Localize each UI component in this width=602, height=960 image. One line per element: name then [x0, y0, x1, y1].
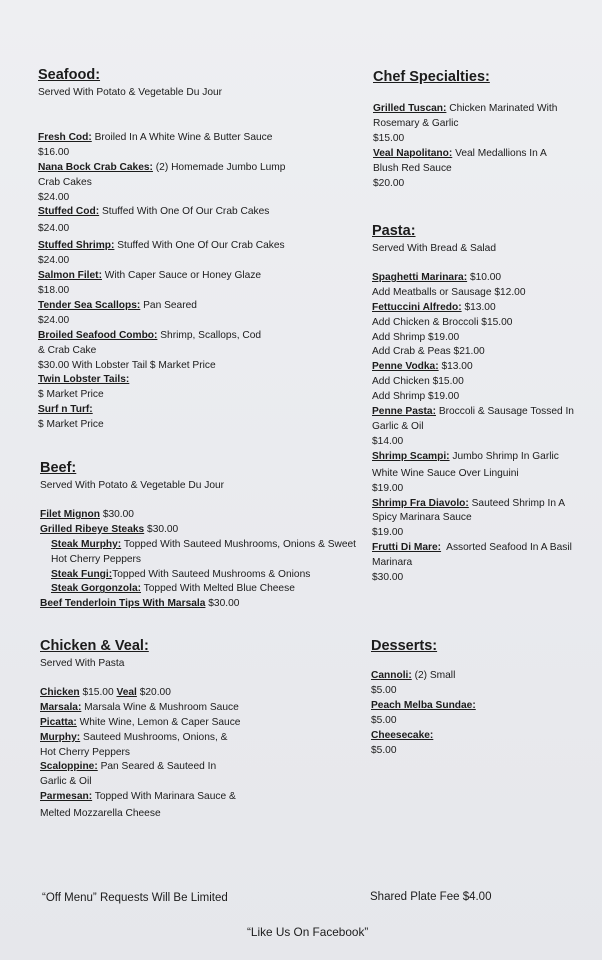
description: Add Shrimp $19.00: [372, 331, 460, 343]
price: $19.00: [372, 482, 404, 494]
pasta-section: [372, 222, 574, 586]
description: Add Shrimp $19.00: [372, 391, 460, 403]
section-subtitle: Served With Pasta: [40, 658, 125, 669]
menu-item: Stuffed Cod: Stuffed With One Of Our Crab Cakes: [38, 206, 270, 218]
price: $19.00: [372, 527, 404, 539]
menu-item: Steak Murphy: Topped With Sauteed Mushrooms, Onions & Sweet: [51, 538, 357, 550]
description: Melted Mozzarella Cheese: [40, 808, 161, 820]
description: Crab Cakes: [38, 176, 92, 188]
description: White Wine Sauce Over Linguini: [372, 467, 519, 479]
menu-item: Penne Pasta: Broccoli & Sausage Tossed In: [372, 406, 574, 418]
section-subtitle: Served With Bread & Salad: [372, 243, 497, 254]
menu-item: Peach Melba Sundae:: [371, 699, 476, 711]
description: Marinara: [372, 557, 413, 569]
section-title: Desserts:: [371, 638, 438, 654]
section-subtitle: Served With Potato & Vegetable Du Jour: [38, 87, 223, 98]
price: $30.00 With Lobster Tail $ Market Price: [38, 359, 216, 371]
menu-item: Veal Napolitano: Veal Medallions In A: [373, 147, 547, 159]
menu-item: Picatta: White Wine, Lemon & Caper Sauce: [40, 716, 241, 728]
price: $30.00: [372, 572, 404, 584]
menu-item: Broiled Seafood Combo: Shrimp, Scallops, Cod: [38, 329, 262, 341]
menu-item: Cheesecake:: [371, 729, 434, 741]
description: Rosemary & Garlic: [373, 117, 459, 129]
price: $15.00: [373, 132, 405, 144]
menu-item: Steak Fungi:Topped With Sauteed Mushrooms & Onions: [51, 568, 311, 580]
menu-item: Spaghetti Marinara: $10.00: [372, 271, 502, 283]
description: Hot Cherry Peppers: [40, 746, 131, 758]
section-title: Beef:: [40, 460, 77, 476]
description: Add Meatballs or Sausage $12.00: [372, 286, 526, 298]
description: Garlic & Oil: [372, 420, 424, 432]
menu-item: Salmon Filet: With Caper Sauce or Honey Glaze: [38, 270, 262, 282]
menu-item: Nana Bock Crab Cakes: (2) Homemade Jumbo Lump: [38, 161, 286, 173]
beef-section: [40, 459, 356, 612]
menu-item: Steak Gorgonzola: Topped With Melted Blue Cheese: [51, 583, 295, 595]
price: $24.00: [38, 191, 70, 203]
section-title: Pasta:: [372, 223, 416, 239]
menu-item: Grilled Ribeye Steaks $30.00: [40, 523, 179, 535]
menu-item: Beef Tenderloin Tips With Marsala $30.00: [40, 598, 240, 610]
chef-specialties-section: [373, 68, 557, 191]
menu-item: Cannoli: (2) Small: [371, 670, 456, 681]
menu-item: Surf n Turf:: [38, 404, 93, 416]
description: Add Crab & Peas $21.00: [372, 346, 485, 358]
price: $5.00: [371, 684, 397, 696]
description: Blush Red Sauce: [373, 162, 452, 174]
desserts-section: [371, 637, 476, 758]
section-title: Seafood:: [38, 67, 101, 83]
price: $24.00: [38, 255, 70, 267]
price: $16.00: [38, 146, 70, 158]
menu-item: Grilled Tuscan: Chicken Marinated With: [373, 103, 558, 114]
description: & Crab Cake: [38, 344, 97, 356]
description: Hot Cherry Peppers: [51, 553, 142, 565]
section-title: Chef Specialties:: [373, 69, 490, 85]
description: Garlic & Oil: [40, 776, 92, 788]
menu-item: Twin Lobster Tails:: [38, 374, 130, 386]
section-title: Chicken & Veal:: [40, 638, 149, 654]
menu-item: Frutti Di Mare: Assorted Seafood In A Basil: [372, 542, 572, 554]
price: $5.00: [371, 714, 397, 726]
menu-item: Shrimp Scampi: Jumbo Shrimp In Garlic: [372, 450, 559, 462]
price: $24.00: [38, 314, 70, 326]
menu-item: Filet Mignon $30.00: [40, 508, 134, 520]
menu-item: Scaloppine: Pan Seared & Sauteed In: [40, 761, 217, 773]
menu-item: Chicken $15.00 Veal $20.00: [40, 686, 171, 698]
menu-item: Penne Vodka: $13.00: [372, 361, 473, 373]
price: $18.00: [38, 284, 70, 296]
price: $24.00: [38, 223, 70, 235]
menu-item: Stuffed Shrimp: Stuffed With One Of Our Crab Cakes: [38, 240, 285, 252]
description: Spicy Marinara Sauce: [372, 512, 472, 524]
menu-item: Fettuccini Alfredo: $13.00: [372, 301, 496, 313]
menu-item: Shrimp Fra Diavolo: Sauteed Shrimp In A: [372, 497, 566, 509]
menu-item: Fresh Cod: Broiled In A White Wine & Butter Sauce: [38, 131, 273, 143]
price: $ Market Price: [38, 419, 104, 431]
price: $ Market Price: [38, 389, 104, 401]
menu-item: Murphy: Sauteed Mushrooms, Onions, &: [40, 731, 228, 743]
shared-plate-fee: Shared Plate Fee $4.00: [370, 891, 492, 903]
menu-item: Parmesan: Topped With Marinara Sauce &: [40, 791, 236, 803]
chicken-veal-section: [40, 637, 240, 822]
seafood-section: [38, 66, 285, 433]
section-subtitle: Served With Potato & Vegetable Du Jour: [40, 480, 225, 491]
menu-item: Marsala: Marsala Wine & Mushroom Sauce: [40, 701, 239, 713]
description: Add Chicken & Broccoli $15.00: [372, 316, 513, 328]
price: $20.00: [373, 177, 405, 189]
menu-item: Tender Sea Scallops: Pan Seared: [38, 299, 197, 311]
price: $5.00: [371, 744, 397, 756]
price: $14.00: [372, 435, 404, 447]
facebook-note: “Like Us On Facebook”: [247, 925, 369, 939]
description: Add Chicken $15.00: [372, 376, 464, 388]
off-menu-note: “Off Menu” Requests Will Be Limited: [42, 892, 228, 904]
